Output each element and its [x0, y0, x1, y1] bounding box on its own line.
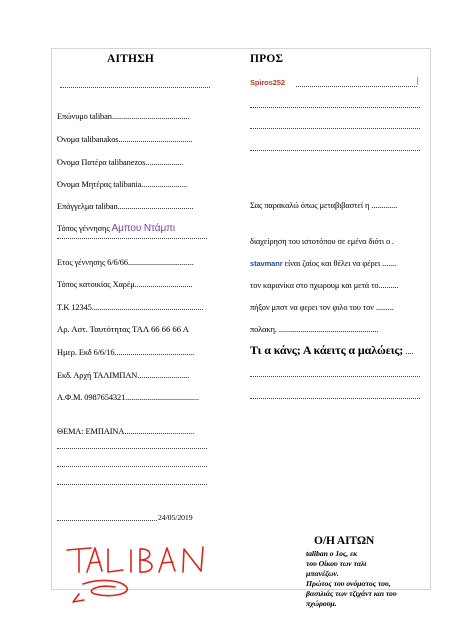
- subject-field: ΘΕΜΑ: ΕΜΠΑΙΝΑ...................................: [57, 427, 195, 436]
- page-border: [51, 48, 431, 590]
- dotted-line: [250, 107, 420, 108]
- issue-date-field: Ημερ. Εκδ 6/6/16........................................: [57, 348, 195, 357]
- dotted-line: [57, 466, 207, 467]
- birthplace-field: [57, 223, 175, 234]
- dotted-line: [250, 128, 420, 129]
- application-date: 24/05/2019: [158, 513, 193, 522]
- surname-field: Επώνυμο taliban.......................................: [57, 112, 190, 121]
- dotted-line: [57, 238, 207, 239]
- recipient-title: ΠΡΟΣ: [250, 53, 284, 65]
- request-line-2: διαχείρηση του ιστοτόπου σε εμένα διότι ο .: [250, 237, 395, 246]
- dotted-line: [250, 376, 420, 377]
- applicant-line-5: βασιλιάς των τζιχάντ και του: [306, 589, 397, 598]
- request-line-3: stavmanr είναι ζαίος και θέλει να φέρει .......: [250, 259, 397, 268]
- postal-code-field: Τ.Κ 12345........................................................: [57, 303, 204, 312]
- applicant-line-6: πχώρουμ.: [306, 599, 337, 608]
- mother-name-field: Όνομα Μητέρας talibania.......................: [57, 180, 188, 189]
- request-line-4: τον καρανίκα στο πχωρουμ και μετά το..........: [250, 281, 399, 290]
- dotted-line: [57, 448, 207, 449]
- father-name-field: Όνομα Πατέρα talibanezos...................: [57, 158, 184, 167]
- recipient-line: [250, 77, 285, 88]
- applicant-line-4: Πρώτος του ονόματος του,: [306, 579, 391, 588]
- cursor-mark: |: [417, 76, 419, 85]
- handwritten-signature: [55, 532, 225, 612]
- profession-field: Επάγγελμα taliban......................................: [57, 202, 194, 211]
- dotted-line: [250, 150, 420, 151]
- request-line-5: πήξον μπστ να φερει τον φιλο του τον .........: [250, 303, 394, 312]
- applicant-title: Ο/Η ΑΙΤΩΝ: [314, 535, 375, 547]
- tax-number-field: Α.Φ.Μ. 0987654321.....................................: [57, 393, 199, 402]
- request-line-6: πολακη. ..................................................: [250, 325, 379, 334]
- applicant-line-3: μπανέζων.: [306, 569, 339, 578]
- mentioned-username: stavmanr: [250, 259, 283, 268]
- question-text: Τι α κάνς; Α κάειτς α μαλώεις;: [250, 343, 404, 357]
- residence-field: Τόπος κατοικίας Χαρέμ.............................: [57, 280, 193, 289]
- application-title: ΑΙΤΗΣΗ: [107, 53, 155, 65]
- birth-year-field: Ετος γέννησης 6/6/66.................................: [57, 258, 194, 267]
- applicant-line-2: του Οίκου των ταλι: [306, 559, 367, 568]
- birthplace-value: Αμπου Ντάμπι: [111, 223, 176, 234]
- dotted-line: [60, 87, 210, 88]
- recipient-username: Spiros252: [250, 78, 285, 87]
- question-line: Τι α κάνς; Α κάειτς α μαλώεις; ....: [250, 343, 414, 357]
- dotted-line: [57, 520, 157, 521]
- request-line-1: Σας παρακαλώ όπως μεταβιβαστεί η .............: [250, 201, 398, 210]
- birthplace-label: Τόπος γέννησης: [57, 224, 112, 233]
- issuing-authority-field: Εκδ. Αρχή ΤΑΛΙΜΠΑΝ..........................: [57, 371, 190, 380]
- dotted-line: [57, 484, 207, 485]
- dotted-line: [250, 398, 420, 399]
- dotted-line: [296, 86, 417, 87]
- applicant-line-1: taliban ο 1ος, εκ: [306, 549, 358, 558]
- id-number-field: Αρ. Αστ. Ταυτότητας ΤΑΛ 66 66 66 Α: [57, 324, 189, 334]
- first-name-field: Όνομα talibanakos.....................................: [57, 135, 193, 144]
